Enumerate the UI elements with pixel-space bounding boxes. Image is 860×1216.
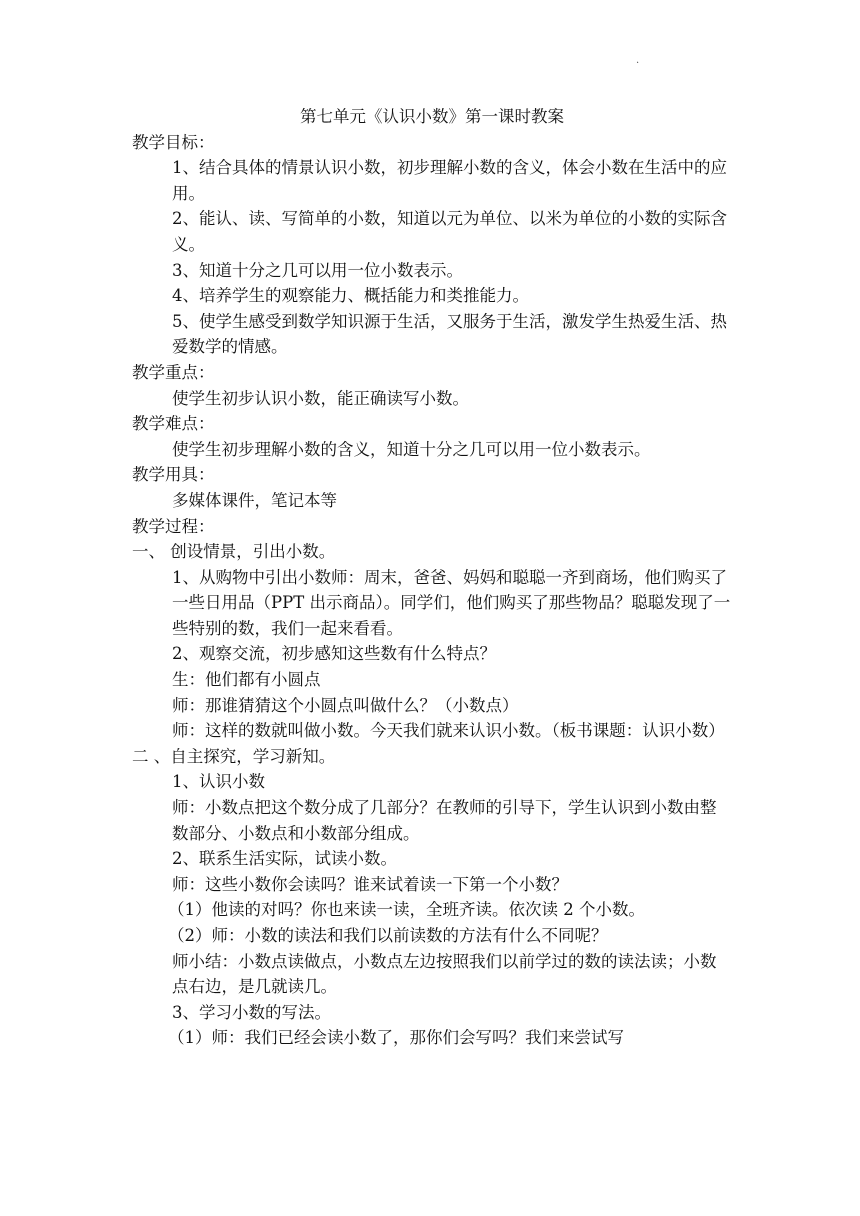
tools-text: 多媒体课件，笔记本等 [172, 490, 337, 510]
goal-item: 1、结合具体的情景认识小数，初步理解小数的含义，体会小数在生活中的应用。 [172, 158, 727, 203]
process-heading: 教学过程： [132, 516, 215, 536]
tools-heading: 教学用具： [132, 465, 215, 485]
goals-heading: 教学目标： [132, 132, 215, 152]
process-paragraph: 师：小数点把这个数分成了几部分？在教师的引导下，学生认识到小数由整数部分、小数点和小数部分组成。 [172, 798, 717, 843]
section-two-heading: 二 、自主探究，学习新知。 [132, 746, 336, 766]
process-paragraph: 2、观察交流，初步感知这些数有什么特点？ [172, 644, 496, 664]
process-paragraph: 生：他们都有小圆点 [172, 670, 321, 690]
goal-item: 2、能认、读、写简单的小数，知道以元为单位、以米为单位的小数的实际含义。 [172, 209, 727, 254]
goal-item: 3、知道十分之几可以用一位小数表示。 [172, 260, 463, 280]
difficulty-text: 使学生初步理解小数的含义，知道十分之几可以用一位小数表示。 [172, 439, 651, 459]
process-paragraph: 2、联系生活实际，试读小数。 [172, 849, 397, 869]
goal-item: 5、使学生感受到数学知识源于生活，又服务于生活，激发学生热爱生活、热爱数学的情感。 [172, 311, 727, 357]
process-paragraph: 1、认识小数 [172, 772, 265, 792]
process-paragraph: （1）他读的对吗？你也来读一读，全班齐读。依次读 2 个小数。 [168, 900, 645, 920]
process-paragraph: 3、学习小数的写法。 [172, 1002, 331, 1022]
process-paragraph: （1）师：我们已经会读小数了，那你们会写吗？我们来尝试写 [168, 1028, 624, 1048]
section-one-heading: 一、 创设情景，引出小数。 [132, 542, 336, 562]
difficulty-heading: 教学难点： [132, 414, 215, 434]
process-paragraph: 师：这样的数就叫做小数。今天我们就来认识小数。（板书课题：认识小数） [172, 721, 725, 741]
process-paragraph: 师：那谁猜猜这个小圆点叫做什么？（小数点） [172, 695, 519, 715]
process-paragraph: 师：这些小数你会读吗？谁来试着读一下第一个小数？ [172, 874, 568, 894]
process-paragraph: 师小结：小数点读做点，小数点左边按照我们以前学过的数的读法读；小数点右边，是几就读几。 [172, 951, 717, 997]
goal-item: 4、培养学生的观察能力、概括能力和类推能力。 [172, 286, 529, 306]
document-title: 第七单元《认识小数》第一课时教案 [300, 107, 564, 126]
page-mark-dot: . [636, 55, 640, 66]
process-paragraph: 1、从购物中引出小数师：周末，爸爸、妈妈和聪聪一齐到商场，他们购买了一些日用品（PPT 出示商品）。同学们，他们购买了那些物品？聪聪发现了一些特别的数，我们一起来看看。 [172, 567, 731, 638]
process-paragraph: （2）师：小数的读法和我们以前读数的方法有什么不同呢？ [168, 926, 608, 945]
key-points-text: 使学生初步认识小数，能正确读写小数。 [172, 388, 469, 408]
key-points-heading: 教学重点： [132, 362, 215, 382]
lesson-plan-document [132, 104, 732, 1051]
